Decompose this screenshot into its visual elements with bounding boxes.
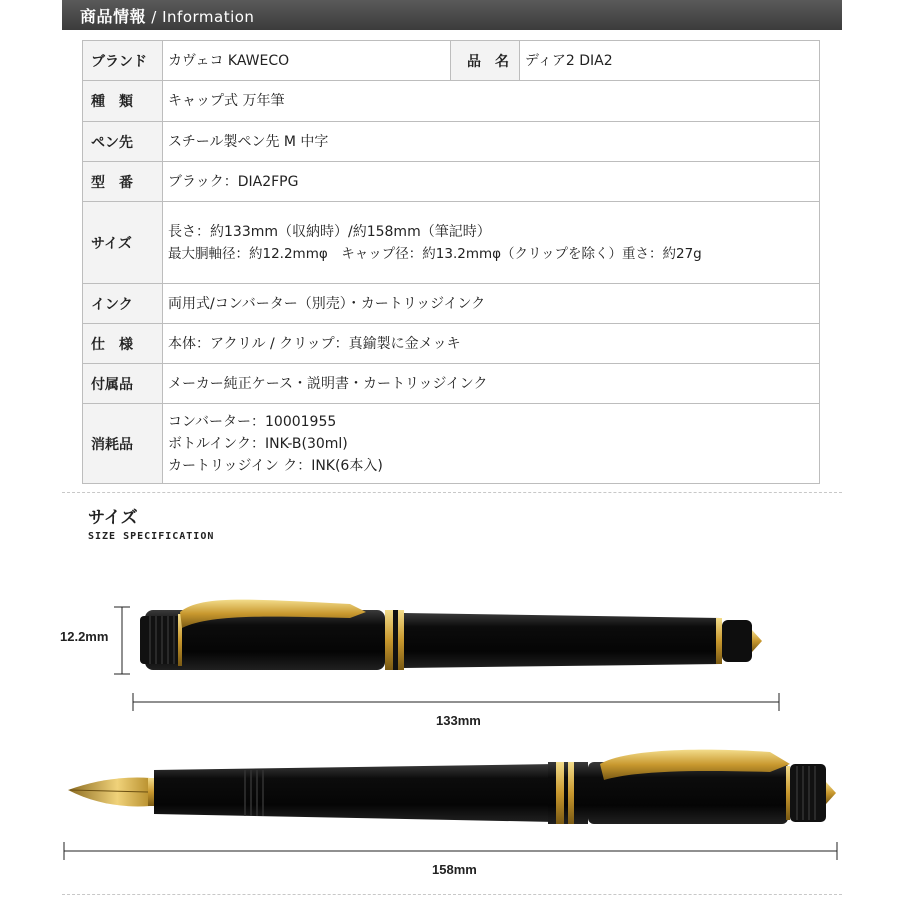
size-label: サイズ xyxy=(83,202,163,284)
ink-value: 両用式/コンバーター（別売）・カートリッジインク xyxy=(163,284,820,324)
open-length-label: 158mm xyxy=(432,862,477,877)
size-line: 最大胴軸径：約12.2mmφ キャップ径：約13.2mmφ（クリップを除く）重さ：約27g xyxy=(168,245,702,262)
size-section-subtitle: SIZE SPECIFICATION xyxy=(88,531,215,542)
consumable-label: 消耗品 xyxy=(83,404,163,484)
size-line: 長さ：約133mm（収納時）/約158mm（筆記時） xyxy=(168,223,491,240)
closed-pen xyxy=(140,600,762,670)
type-value: キャップ式 万年筆 xyxy=(163,81,820,122)
nib-label: ペン先 xyxy=(83,122,163,162)
nib-value: スチール製ペン先 M 中字 xyxy=(163,122,820,162)
product-name-value: ディア2 DIA2 xyxy=(520,41,820,81)
divider xyxy=(62,894,842,895)
model-value: ブラック：DIA2FPG xyxy=(163,162,820,202)
consumable-line: コンバーター：10001955 xyxy=(168,413,337,430)
open-pen xyxy=(68,750,836,824)
size-section-title: サイズ xyxy=(88,508,138,528)
brand-value: カヴェコ KAWECO xyxy=(163,41,451,81)
accessory-value: メーカー純正ケース・説明書・カートリッジインク xyxy=(163,364,820,404)
ink-label: インク xyxy=(83,284,163,324)
consumable-line: カートリッジイン ク：INK(6本入) xyxy=(168,457,383,474)
section-title-en: / Information xyxy=(146,8,255,26)
diameter-label: 12.2mm xyxy=(60,629,109,644)
material-value: 本体：アクリル / クリップ：真鍮製に金メッキ xyxy=(163,324,820,364)
model-label: 型 番 xyxy=(83,162,163,202)
brand-label: ブランド xyxy=(83,41,163,81)
closed-length-label: 133mm xyxy=(436,713,481,728)
product-name-label-text: 品 名 xyxy=(467,53,509,70)
type-label: 種 類 xyxy=(83,81,163,122)
accessory-label: 付属品 xyxy=(83,364,163,404)
section-title-ja: 商品情報 xyxy=(80,7,147,26)
material-label: 仕 様 xyxy=(83,324,163,364)
consumable-line: ボトルインク：INK-B(30ml) xyxy=(168,435,348,452)
